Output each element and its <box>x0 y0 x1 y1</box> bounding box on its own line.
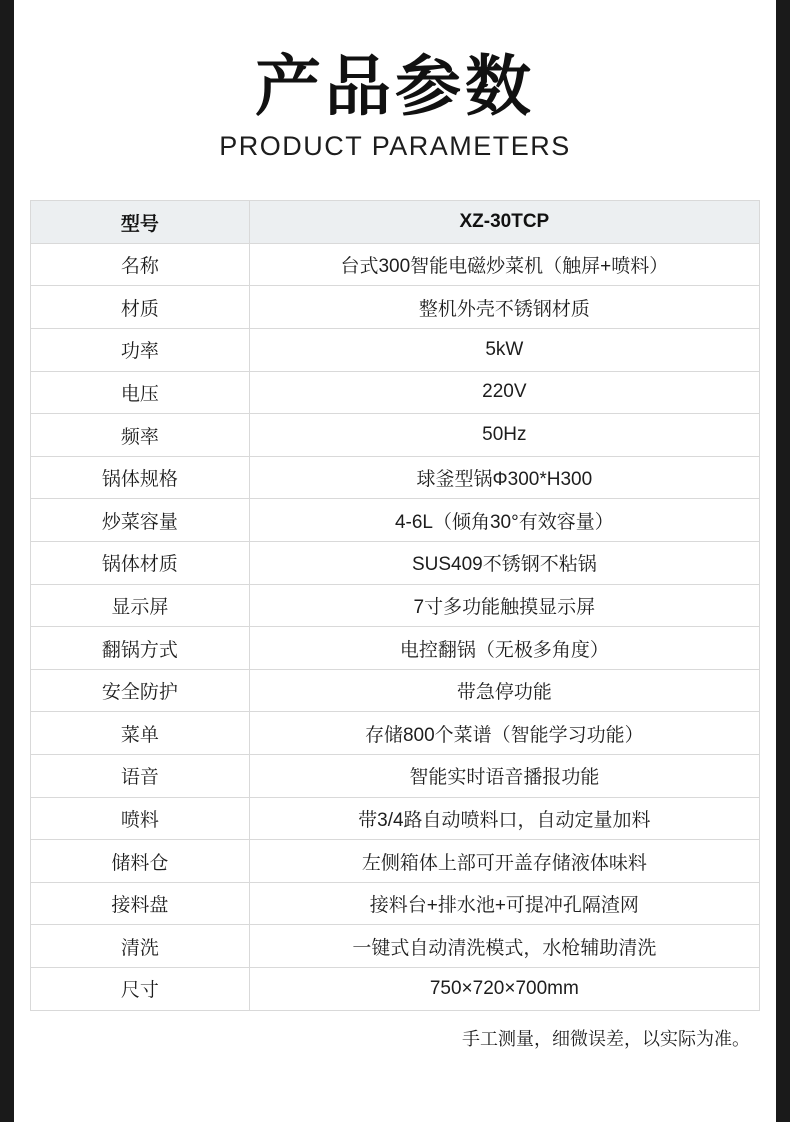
row-label: 显示屏 <box>31 584 250 627</box>
table-row <box>31 542 760 585</box>
table-row <box>31 925 760 968</box>
table-row <box>31 329 760 372</box>
row-label: 频率 <box>31 414 250 457</box>
page-title: 产品参数 <box>255 49 535 123</box>
spec-table-body <box>31 201 760 1010</box>
table-row <box>31 712 760 755</box>
row-value: 接料台+排水池+可提冲孔隔渣网 <box>249 882 759 925</box>
row-value: 220V <box>249 371 759 414</box>
table-row <box>31 967 760 1010</box>
row-label: 功率 <box>31 329 250 372</box>
row-value: 整机外壳不锈钢材质 <box>249 286 759 329</box>
row-value: 4-6L（倾角30°有效容量） <box>249 499 759 542</box>
row-value: 球釜型锅Φ300*H300 <box>249 456 759 499</box>
row-value: 一键式自动清洗模式，水枪辅助清洗 <box>249 925 759 968</box>
row-value: 台式300智能电磁炒菜机（触屏+喷料） <box>249 243 759 286</box>
row-value: 左侧箱体上部可开盖存储液体味料 <box>249 840 759 883</box>
row-label: 翻锅方式 <box>31 627 250 670</box>
row-label: 名称 <box>31 243 250 286</box>
table-row <box>31 882 760 925</box>
spec-table <box>30 200 760 1010</box>
table-row <box>31 371 760 414</box>
table-row <box>31 840 760 883</box>
spec-table-wrapper <box>30 200 760 1010</box>
row-label: 锅体材质 <box>31 542 250 585</box>
row-value: 电控翻锅（无极多角度） <box>249 627 759 670</box>
page-header <box>14 0 776 162</box>
row-label: 菜单 <box>31 712 250 755</box>
table-row <box>31 456 760 499</box>
row-value: 带3/4路自动喷料口，自动定量加料 <box>249 797 759 840</box>
column-header-model-value: XZ-30TCP <box>249 201 759 244</box>
table-row <box>31 755 760 798</box>
row-value: SUS409不锈钢不粘锅 <box>249 542 759 585</box>
row-label: 锅体规格 <box>31 456 250 499</box>
row-label: 接料盘 <box>31 882 250 925</box>
table-row <box>31 584 760 627</box>
row-value: 智能实时语音播报功能 <box>249 755 759 798</box>
row-label: 材质 <box>31 286 250 329</box>
row-label: 清洗 <box>31 925 250 968</box>
measurement-footnote: 手工测量，细微误差，以实际为准。 <box>462 1028 750 1049</box>
column-header-model-label: 型号 <box>31 201 250 244</box>
table-row <box>31 286 760 329</box>
row-value: 50Hz <box>249 414 759 457</box>
table-header-row <box>31 201 760 244</box>
row-value: 5kW <box>249 329 759 372</box>
row-value: 带急停功能 <box>249 669 759 712</box>
row-label: 尺寸 <box>31 967 250 1010</box>
row-label: 语音 <box>31 755 250 798</box>
row-label: 炒菜容量 <box>31 499 250 542</box>
row-label: 安全防护 <box>31 669 250 712</box>
product-parameters-page <box>14 0 776 1122</box>
table-row <box>31 627 760 670</box>
table-row <box>31 669 760 712</box>
table-row <box>31 797 760 840</box>
row-label: 电压 <box>31 371 250 414</box>
table-row <box>31 499 760 542</box>
row-value: 存储800个菜谱（智能学习功能） <box>249 712 759 755</box>
row-label: 喷料 <box>31 797 250 840</box>
table-row <box>31 414 760 457</box>
row-value: 7寸多功能触摸显示屏 <box>249 584 759 627</box>
table-row <box>31 243 760 286</box>
row-label: 储料仓 <box>31 840 250 883</box>
row-value: 750×720×700mm <box>249 967 759 1010</box>
page-subtitle: PRODUCT PARAMETERS <box>219 131 571 162</box>
